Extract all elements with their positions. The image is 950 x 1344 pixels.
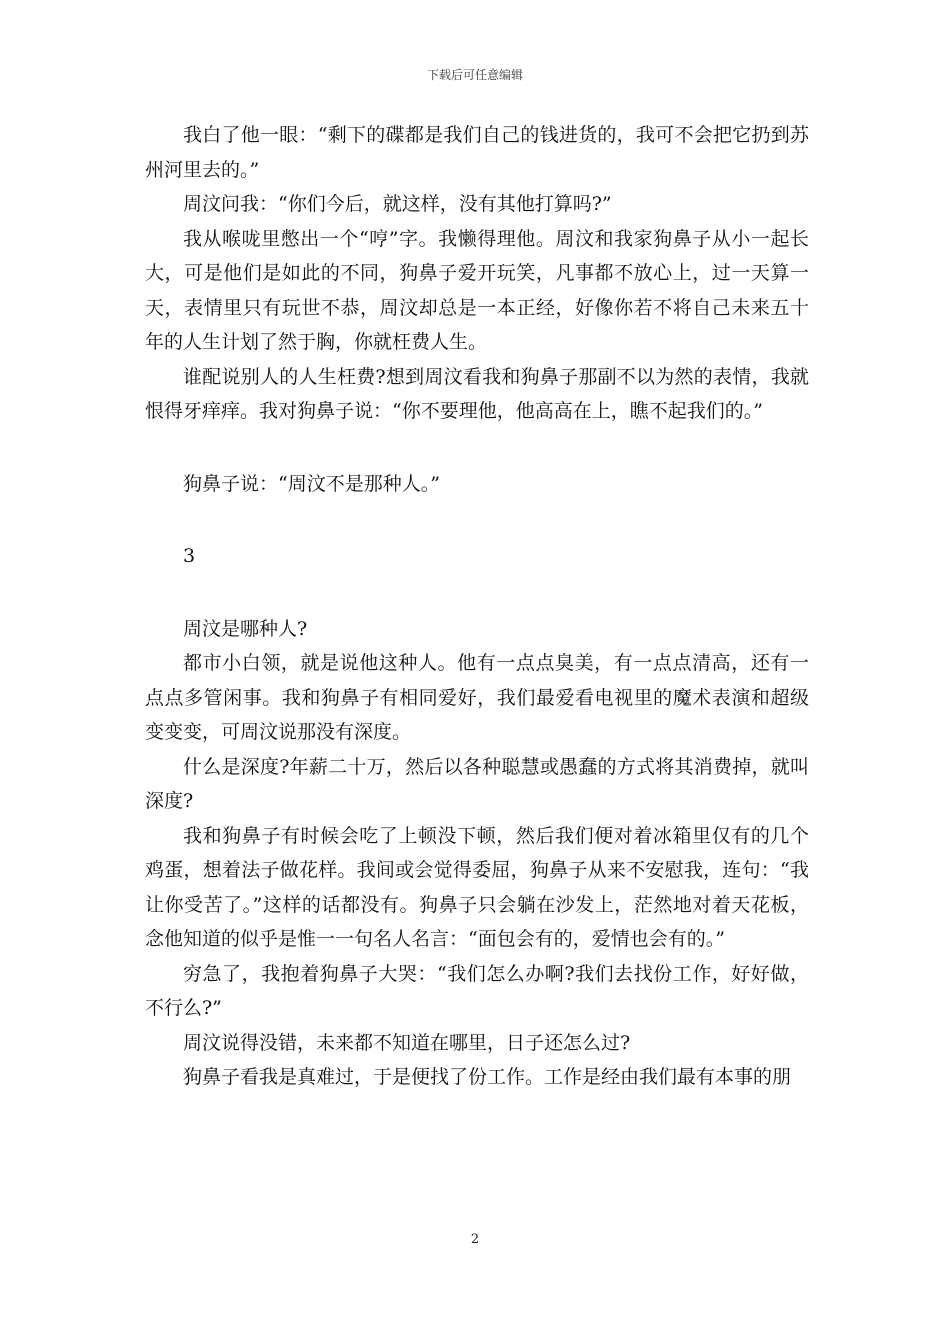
document-body: [145, 118, 809, 1095]
paragraph: 我白了他一眼：“剩下的碟都是我们自己的钱进货的，我可不会把它扔到苏州河里去的。”: [145, 124, 809, 181]
paragraph: 狗鼻子说：“周汶不是那种人。”: [183, 472, 440, 495]
page-number: 2: [470, 1232, 480, 1247]
paragraph: 都市小白领，就是说他这种人。他有一点点臭美，有一点点清高，还有一点点多管闲事。我和狗鼻子有相同爱好，我们最爱看电视里的魔术表演和超级变变变，可周汶说那没有深度。: [145, 652, 809, 743]
paragraph: 什么是深度?年薪二十万，然后以各种聪慧或愚蠢的方式将其消费掉，就叫深度?: [145, 755, 809, 812]
paragraph-spacer: [145, 501, 809, 539]
paragraph: 周汶是哪种人?: [183, 617, 308, 640]
paragraph: 狗鼻子看我是真难过，于是便找了份工作。工作是经由我们最有本事的朋: [183, 1066, 792, 1088]
paragraph-spacer: [145, 574, 809, 612]
paragraph: 谁配说别人的人生枉费?想到周汶看我和狗鼻子那副不以为然的表情，我就恨得牙痒痒。我对狗鼻子说：“你不要理他，他高高在上，瞧不起我们的。”: [145, 365, 809, 422]
paragraph: 周汶说得没错，未来都不知道在哪里，日子还怎么过?: [183, 1031, 631, 1054]
page-header: 下载后可任意编辑: [426, 68, 523, 82]
section-number: 3: [183, 545, 196, 567]
paragraph: 穷急了，我抱着狗鼻子大哭：“我们怎么办啊?我们去找份工作，好好做，不行么?”: [145, 962, 809, 1019]
paragraph: 我从喉咙里憋出一个“哼”字。我懒得理他。周汶和我家狗鼻子从小一起长大，可是他们是如此的不同，狗鼻子爱开玩笑，凡事都不放心上，过一天算一天，表情里只有玩世不恭，周汶却总是一本正经，好像你若不将自己未来五十年的人生计划了然于胸，你就枉费人生。: [145, 227, 809, 353]
paragraph: 周汶问我：“你们今后，就这样，没有其他打算吗?”: [183, 193, 612, 215]
paragraph: 我和狗鼻子有时候会吃了上顿没下顿，然后我们便对着冰箱里仅有的几个鸡蛋，想着法子做花样。我间或会觉得委屈，狗鼻子从来不安慰我，连句：“我让你受苦了。”这样的话都没有。狗鼻子只会躺在沙发上，茫然地对着天花板，念他知道的似乎是惟一一句名人名言：“面包会有的，爱情也会有的。”: [145, 824, 809, 950]
paragraph-spacer: [145, 429, 809, 467]
